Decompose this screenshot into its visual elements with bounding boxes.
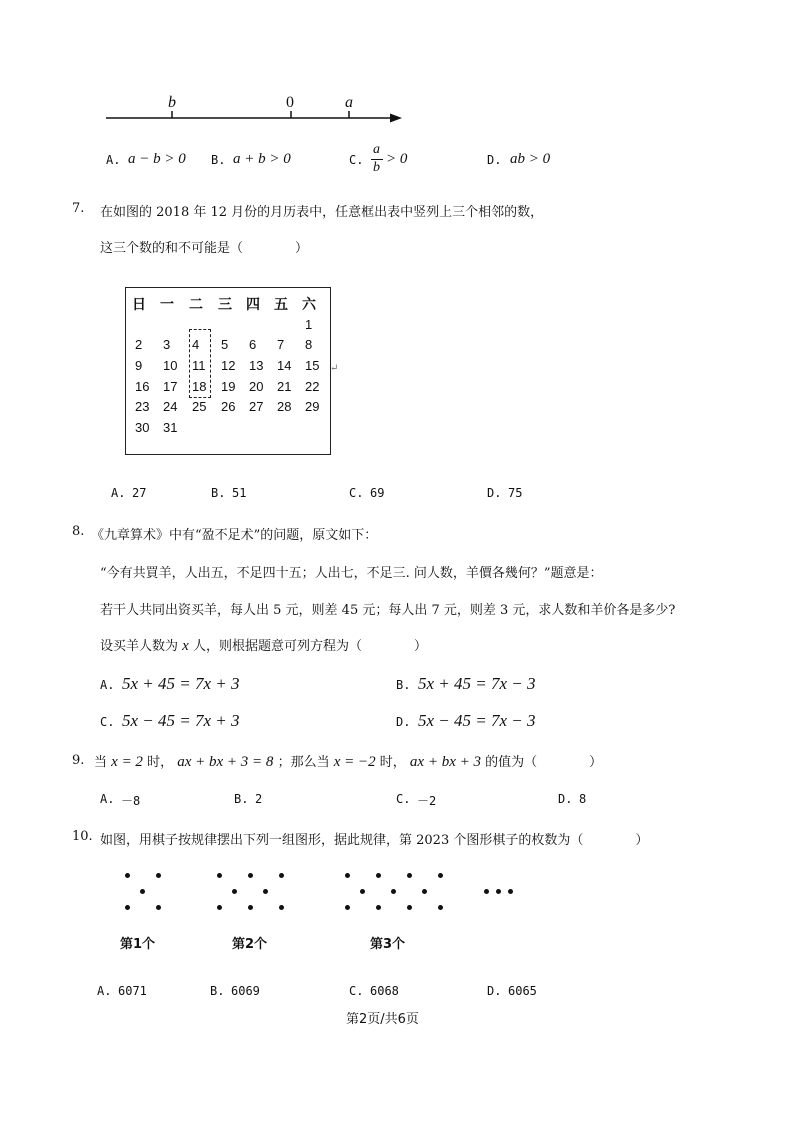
calendar-day: 15 — [305, 358, 320, 373]
q9-option-b-label: B. — [234, 792, 249, 806]
q6-option-a-label: A. — [106, 153, 121, 167]
calendar-day: 12 — [221, 358, 236, 373]
calendar-day: 18 — [192, 379, 207, 394]
chess-piece-dot — [422, 889, 427, 894]
calendar-day: 27 — [249, 399, 264, 414]
q10-option-b-label: B. — [210, 984, 225, 998]
q9-option-c-label: C. — [396, 792, 411, 806]
calendar-weekday-header: 六 — [302, 297, 316, 313]
q8-option-d: 5x − 45 = 7x − 3 — [418, 711, 536, 730]
chess-piece-dot — [156, 873, 161, 878]
chess-piece-dot — [217, 873, 222, 878]
q9-option-d: 8 — [579, 792, 587, 806]
q9-option-a: －8 — [121, 794, 141, 808]
chess-piece-dot — [248, 873, 253, 878]
calendar-weekday-header: 二 — [189, 297, 203, 313]
chess-piece-dot — [279, 873, 284, 878]
q9-text-3: ；那么当 — [277, 755, 330, 770]
q8-line4-pre: 设买羊人数为 — [100, 639, 179, 654]
chess-piece-dot — [391, 889, 396, 894]
calendar-day: 20 — [249, 379, 264, 394]
q8-option-c-label: C. — [100, 715, 115, 729]
calendar-selection-frame — [189, 329, 211, 398]
number-line-label-a: a — [345, 94, 353, 111]
q8-line4 — [100, 635, 427, 655]
q9-option-a-label: A. — [100, 792, 115, 806]
q7-number: 7. — [72, 201, 85, 216]
calendar-day: 22 — [305, 379, 320, 394]
chess-piece-dot — [376, 873, 381, 878]
q10-option-a: 6071 — [118, 984, 147, 998]
calendar-day: 17 — [163, 379, 178, 394]
calendar-day: 8 — [305, 337, 313, 352]
q7-option-d-label: D. — [487, 486, 502, 500]
calendar-day: 2 — [135, 337, 143, 352]
calendar-day: 28 — [277, 399, 292, 414]
q8-option-c: 5x − 45 = 7x + 3 — [122, 711, 240, 730]
calendar-day: 31 — [163, 420, 178, 435]
chess-piece-dot — [279, 905, 284, 910]
chess-piece-dot — [248, 905, 253, 910]
ellipsis-dot — [508, 889, 513, 894]
q9-math-1: x = 2 — [111, 754, 143, 770]
number-line-label-0: 0 — [286, 94, 294, 111]
calendar-day: 24 — [163, 399, 178, 414]
q8-option-b-label: B. — [396, 678, 411, 692]
q7-option-a-label: A. — [111, 486, 126, 500]
q9-text-4: 时， — [379, 755, 406, 770]
calendar-weekday-header: 四 — [246, 297, 260, 313]
q7-option-c: 69 — [370, 486, 385, 500]
chess-piece-dot — [345, 873, 350, 878]
q7-option-b-label: B. — [211, 486, 226, 500]
q10-option-d: 6065 — [508, 984, 537, 998]
chess-piece-dot — [438, 873, 443, 878]
q6-option-d-label: D. — [487, 153, 502, 167]
q7-option-b: 51 — [232, 486, 247, 500]
calendar-day: 19 — [221, 379, 236, 394]
q8-line4-post: 人，则根据题意可列方程为（ ） — [192, 639, 427, 654]
chess-piece-dot — [376, 905, 381, 910]
q10-option-d-label: D. — [487, 984, 502, 998]
q6-option-c-label: C. — [349, 153, 364, 167]
calendar-day: 13 — [249, 358, 264, 373]
q10-option-c: 6068 — [370, 984, 399, 998]
q6-option-c-tail: > 0 — [386, 151, 408, 167]
q8-option-b: 5x + 45 = 7x − 3 — [418, 674, 536, 693]
calendar-weekday-header: 三 — [218, 297, 232, 313]
ellipsis-dot — [484, 889, 489, 894]
paragraph-mark: ↵ — [330, 363, 339, 374]
calendar-day: 6 — [249, 337, 257, 352]
q9-option-b: 2 — [255, 792, 263, 806]
q9-text-1: 当 — [94, 755, 108, 770]
q8-option-d-label: D. — [396, 715, 411, 729]
calendar-day: 30 — [135, 420, 150, 435]
q8-option-a-label: A. — [100, 678, 115, 692]
figure-3-label: 第3个 — [370, 937, 406, 952]
q6-option-c-denominator: b — [373, 160, 380, 175]
q9-option-d-label: D. — [558, 792, 573, 806]
calendar-day: 10 — [163, 358, 178, 373]
q8-variable-x: x — [182, 638, 189, 654]
q8-line1: 《九章算术》中有“盈不足术”的问题，原文如下： — [91, 528, 378, 543]
number-line — [100, 92, 410, 128]
q6-option-a: a − b > 0 — [128, 151, 186, 167]
q8-line3: 若干人共同出资买羊，每人出 5 元，则差 45 元；每人出 7 元，则差 3 元，求人数和羊价各是多少? — [100, 603, 676, 618]
calendar-day: 5 — [221, 337, 229, 352]
calendar-day: 25 — [192, 399, 207, 414]
q10-option-c-label: C. — [349, 984, 364, 998]
q9-math-3: x = −2 — [333, 754, 376, 770]
calendar-day: 4 — [192, 337, 200, 352]
q7-line1: 在如图的 2018 年 12 月份的月历表中，任意框出表中竖列上三个相邻的数， — [100, 205, 544, 220]
q8-line2: “今有共買羊，人出五，不足四十五；人出七，不足三. 问人数，羊價各幾何？”题意是： — [100, 566, 603, 581]
chess-piece-dot — [345, 905, 350, 910]
q7-option-c-label: C. — [349, 486, 364, 500]
chess-piece-dot — [125, 873, 130, 878]
chess-piece-dot — [217, 905, 222, 910]
q10-option-b: 6069 — [231, 984, 260, 998]
chess-piece-dot — [438, 905, 443, 910]
q6-option-d: ab > 0 — [510, 151, 551, 167]
q9-math-4: ax + bx + 3 — [409, 754, 481, 770]
calendar-day: 1 — [305, 317, 313, 332]
chess-piece-dot — [407, 873, 412, 878]
calendar-day: 3 — [163, 337, 171, 352]
chess-piece-dot — [156, 905, 161, 910]
chess-piece-dot — [263, 889, 268, 894]
q9-text-2: 时， — [147, 755, 174, 770]
q6-option-b-label: B. — [211, 153, 226, 167]
calendar-day: 23 — [135, 399, 150, 414]
figure-1-label: 第1个 — [120, 937, 156, 952]
q9-option-c: －2 — [417, 794, 437, 808]
chess-piece-dot — [232, 889, 237, 894]
q8-option-a: 5x + 45 = 7x + 3 — [122, 674, 240, 693]
calendar-day: 11 — [192, 358, 206, 373]
q6-option-c-numerator: a — [373, 142, 380, 157]
chess-piece-dot — [125, 905, 130, 910]
calendar-weekday-header: 日 — [132, 297, 146, 313]
q8-number: 8. — [72, 524, 85, 539]
q9-number: 9. — [72, 753, 85, 768]
ellipsis-dot — [496, 889, 501, 894]
chess-piece-dot — [407, 905, 412, 910]
calendar-day: 29 — [305, 399, 320, 414]
figure-2-label: 第2个 — [232, 937, 268, 952]
calendar-day: 16 — [135, 379, 150, 394]
q9-math-2: ax + bx + 3 = 8 — [177, 754, 274, 770]
q7-option-d: 75 — [508, 486, 523, 500]
q9-text-5: 的值为（ ） — [485, 755, 603, 770]
q6-option-b: a + b > 0 — [233, 151, 291, 167]
q10-line1: 如图，用棋子按规律摆出下列一组图形，据此规律，第 2023 个图形棋子的枚数为（ ） — [100, 833, 649, 848]
calendar-weekday-header: 五 — [274, 297, 288, 313]
q7-option-a: 27 — [132, 486, 147, 500]
q7-line2: 这三个数的和不可能是（ ） — [100, 241, 309, 256]
calendar-day: 9 — [135, 358, 143, 373]
chess-piece-dot — [360, 889, 365, 894]
calendar-day: 21 — [277, 379, 292, 394]
q9-stem — [94, 751, 602, 771]
calendar-day: 7 — [277, 337, 285, 352]
number-line-label-b: b — [168, 94, 176, 111]
calendar-weekday-header: 一 — [160, 297, 174, 313]
calendar-day: 26 — [221, 399, 236, 414]
chess-piece-dot — [140, 889, 145, 894]
page-footer: 第2页/共6页 — [346, 1012, 419, 1027]
calendar-day: 14 — [277, 358, 292, 373]
q10-option-a-label: A. — [97, 984, 112, 998]
q10-number: 10. — [72, 829, 93, 844]
